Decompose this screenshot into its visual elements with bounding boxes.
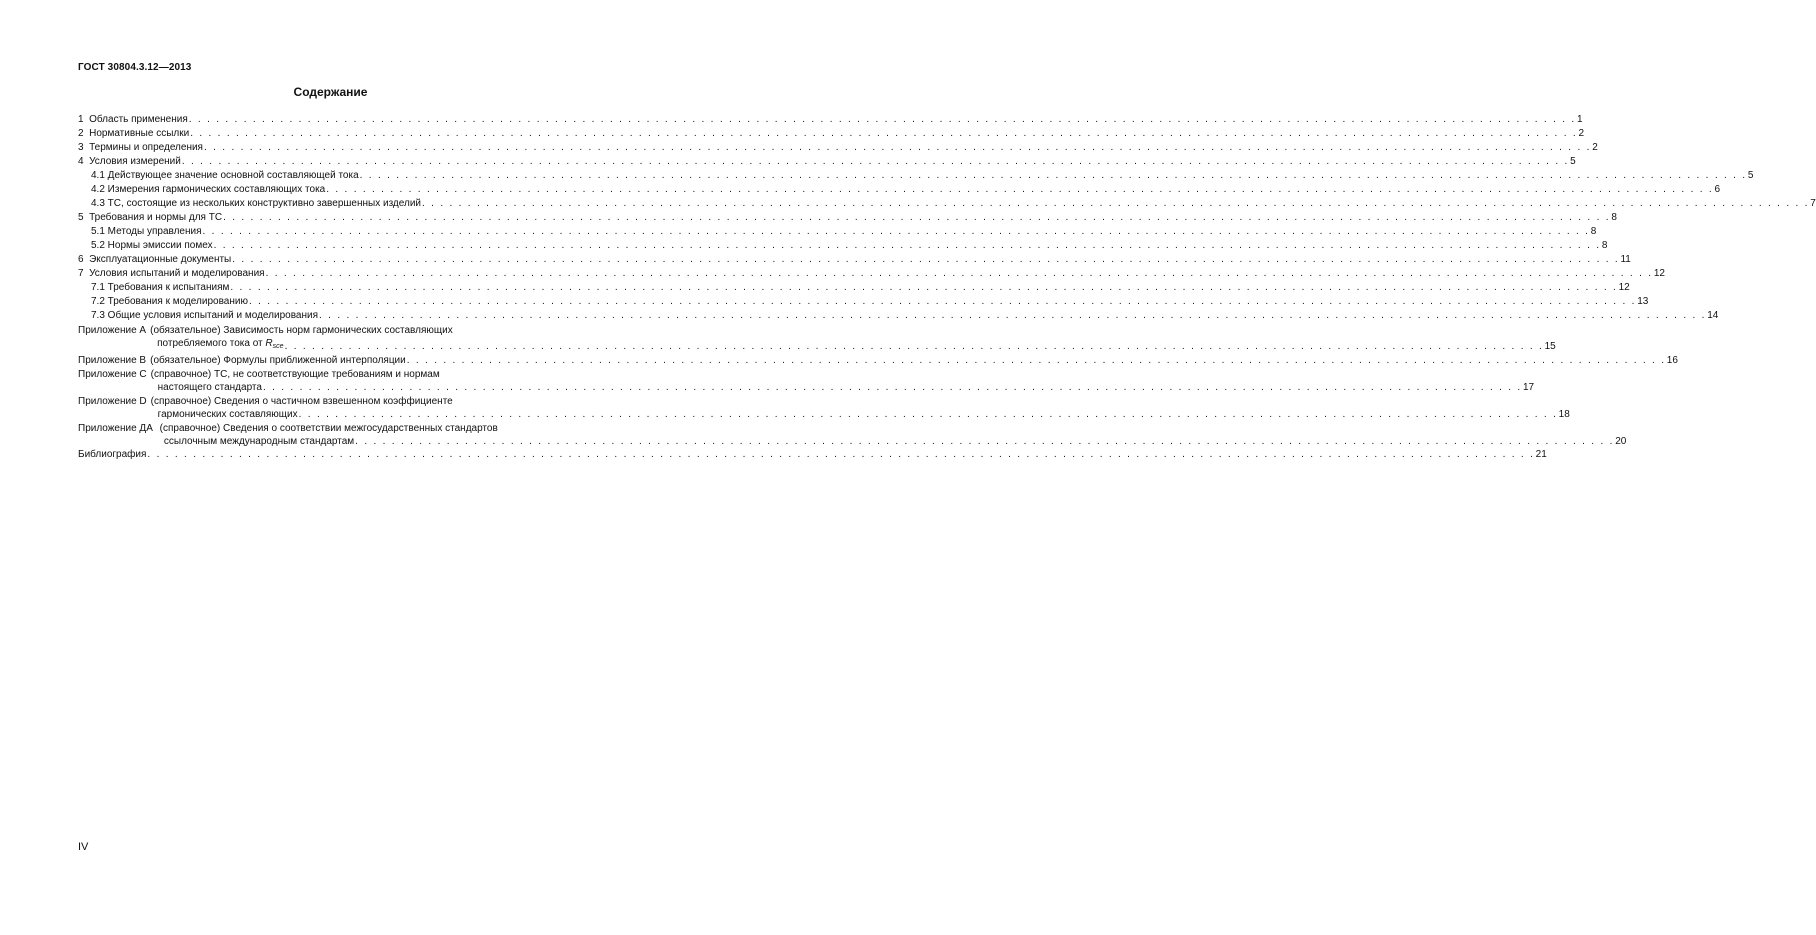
toc-entry-text: Библиография bbox=[78, 449, 147, 460]
toc-entry[interactable] bbox=[78, 309, 1719, 323]
table-of-contents bbox=[78, 113, 1816, 462]
leader-dots bbox=[360, 169, 1747, 183]
appendix-page: 16 bbox=[1666, 355, 1678, 366]
toc-entry-bibliography[interactable] bbox=[78, 448, 1547, 462]
toc-entry-page: 2 bbox=[1592, 142, 1598, 153]
toc-entry-text: 6 Эксплуатационные документы bbox=[78, 254, 232, 265]
toc-entry-text: 7.1 Требования к испытаниям bbox=[91, 282, 230, 293]
toc-entry-text: 3 Термины и определения bbox=[78, 142, 203, 153]
appendix-last-line bbox=[150, 354, 1678, 367]
toc-entry[interactable] bbox=[78, 239, 1608, 253]
appendix-title-text bbox=[157, 337, 283, 353]
toc-entry-page: 12 bbox=[1653, 268, 1665, 279]
appendix-title-part: ссылочным международным стандартам bbox=[163, 436, 355, 447]
leader-dots bbox=[355, 435, 1614, 448]
appendix-body bbox=[151, 395, 1570, 421]
toc-entry[interactable] bbox=[78, 253, 1631, 267]
appendix-symbol: R bbox=[265, 338, 273, 349]
toc-entry-text: 1 Область применения bbox=[78, 114, 188, 125]
appendix-title-line: (обязательное) Зависимость норм гармонических составляющих bbox=[150, 325, 453, 336]
appendix-last-line bbox=[151, 408, 1570, 421]
toc-appendix[interactable] bbox=[78, 422, 1627, 448]
toc-appendices bbox=[78, 324, 1678, 448]
leader-dots bbox=[190, 127, 1577, 141]
leader-dots bbox=[223, 211, 1610, 225]
standard-code: ГОСТ 30804.3.12—2013 bbox=[78, 62, 192, 73]
toc-entry-page: 8 bbox=[1601, 240, 1608, 251]
toc-title: Содержание bbox=[293, 85, 368, 99]
appendix-page: 20 bbox=[1615, 436, 1627, 447]
appendix-label: Приложение В bbox=[78, 355, 147, 366]
toc-appendix[interactable] bbox=[78, 354, 1678, 367]
toc-entry-page: 13 bbox=[1637, 296, 1649, 307]
toc-entry[interactable] bbox=[78, 197, 1816, 211]
toc-appendix[interactable] bbox=[78, 395, 1570, 421]
appendix-body bbox=[151, 368, 1534, 394]
appendix-body bbox=[150, 354, 1678, 367]
appendix-page: 18 bbox=[1558, 409, 1570, 420]
leader-dots bbox=[263, 381, 1522, 394]
appendix-label: Приложение D bbox=[78, 396, 147, 407]
toc-entry[interactable] bbox=[78, 155, 1576, 169]
appendix-title-text bbox=[150, 354, 406, 367]
leader-dots bbox=[204, 141, 1591, 155]
toc-entry-page: 8 bbox=[1611, 212, 1617, 223]
toc-entry[interactable] bbox=[78, 127, 1584, 141]
leader-dots bbox=[249, 295, 1636, 309]
leader-dots bbox=[326, 183, 1713, 197]
appendix-last-line bbox=[151, 381, 1534, 394]
toc-entries bbox=[78, 113, 1816, 323]
toc-entry-page: 12 bbox=[1618, 282, 1630, 293]
toc-entry-page: 6 bbox=[1714, 184, 1721, 195]
leader-dots bbox=[422, 197, 1809, 211]
toc-entry[interactable] bbox=[78, 183, 1721, 197]
appendix-title-line: (справочное) Сведения о частичном взвешенном коэффициенте bbox=[150, 396, 453, 407]
toc-entry[interactable] bbox=[78, 169, 1754, 183]
appendix-page: 15 bbox=[1544, 341, 1556, 352]
toc-appendix[interactable] bbox=[78, 368, 1535, 394]
toc-appendix[interactable] bbox=[78, 324, 1556, 353]
toc-entry-text: 7.2 Требования к моделированию bbox=[91, 296, 248, 307]
appendix-label: Приложение А bbox=[78, 325, 147, 336]
toc-entry-text: 7 Условия испытаний и моделирования bbox=[78, 268, 265, 279]
appendix-last-line bbox=[150, 337, 1556, 353]
appendix-title-text bbox=[158, 381, 262, 394]
appendix-title-text bbox=[164, 435, 354, 448]
appendix-subscript: sce bbox=[272, 343, 284, 350]
appendix-title-text bbox=[158, 408, 298, 421]
leader-dots bbox=[232, 253, 1619, 267]
toc-entry-text: 5.2 Нормы эмиссии помех bbox=[91, 240, 213, 251]
toc-entry-page: 21 bbox=[1535, 449, 1547, 460]
appendix-label: Приложение С bbox=[78, 369, 147, 380]
toc-entry[interactable] bbox=[78, 211, 1617, 225]
leader-dots bbox=[182, 155, 1569, 169]
toc-entry-text: 4.3 ТС, состоящие из нескольких конструктивно завершенных изделий bbox=[91, 198, 421, 209]
toc-entry-text: 4.2 Измерения гармонических составляющих тока bbox=[91, 184, 326, 195]
leader-dots bbox=[203, 225, 1590, 239]
appendix-title-line: (справочное) Сведения о соответствии межгосударственных стандартов bbox=[156, 423, 498, 434]
appendix-body bbox=[157, 422, 1626, 448]
appendix-title-part: потребляемого тока от bbox=[157, 338, 266, 349]
toc-entry[interactable] bbox=[78, 267, 1665, 281]
leader-dots bbox=[407, 354, 1666, 367]
leader-dots bbox=[319, 309, 1706, 323]
page-number: IV bbox=[78, 841, 89, 853]
toc-entry-text: 7.3 Общие условия испытаний и моделирования bbox=[91, 310, 318, 321]
toc-entry-page: 14 bbox=[1707, 310, 1719, 321]
toc-entry-page: 7 bbox=[1810, 198, 1816, 209]
toc-entry-page: 8 bbox=[1590, 226, 1597, 237]
toc-entry[interactable] bbox=[78, 225, 1597, 239]
leader-dots bbox=[147, 448, 1534, 462]
leader-dots bbox=[230, 281, 1617, 295]
toc-entry-page: 5 bbox=[1747, 170, 1754, 181]
toc-entry[interactable] bbox=[78, 295, 1649, 309]
toc-entry-page: 1 bbox=[1576, 114, 1583, 125]
leader-dots bbox=[189, 113, 1576, 127]
appendix-last-line bbox=[157, 435, 1626, 448]
leader-dots bbox=[299, 408, 1558, 421]
appendix-page: 17 bbox=[1523, 382, 1535, 393]
appendix-label: Приложение ДА bbox=[78, 423, 153, 434]
toc-entry-page: 11 bbox=[1620, 254, 1631, 265]
toc-entry-text: 5 Требования и нормы для ТС bbox=[78, 212, 223, 223]
appendix-title-part: настоящего стандарта bbox=[157, 382, 262, 393]
toc-entry-page: 5 bbox=[1570, 156, 1576, 167]
appendix-body bbox=[150, 324, 1556, 353]
leader-dots bbox=[214, 239, 1601, 253]
toc-entry[interactable] bbox=[78, 141, 1598, 155]
toc-entry-text: 4.1 Действующее значение основной составляющей тока bbox=[91, 170, 359, 181]
toc-entry-text: 4 Условия измерений bbox=[78, 156, 181, 167]
appendix-title-line: (справочное) ТС, не соответствующие требованиям и нормам bbox=[150, 369, 440, 380]
leader-dots bbox=[266, 267, 1653, 281]
toc-entry[interactable] bbox=[78, 113, 1583, 127]
toc-entry-text: 2 Нормативные ссылки bbox=[78, 128, 190, 139]
toc-entry[interactable] bbox=[78, 281, 1630, 295]
toc-entry-page: 2 bbox=[1578, 128, 1584, 139]
leader-dots bbox=[285, 340, 1544, 353]
appendix-title-part: (обязательное) Формулы приближенной интерполяции bbox=[150, 355, 406, 366]
appendix-title-part: гармонических составляющих bbox=[157, 409, 298, 420]
toc-entry-text: 5.1 Методы управления bbox=[91, 226, 202, 237]
